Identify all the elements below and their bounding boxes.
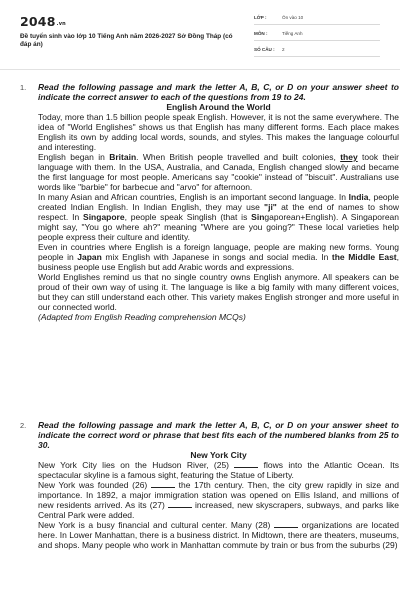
meta-label: MÔN : [254,31,268,36]
highlight-word: Britain [109,152,137,162]
highlight-word: India [348,192,369,202]
question-instruction: Read the following passage and mark the letter A, B, C, or D on your answer sheet to indicate the correct answer to each of the questions from 19 to 24. [38,82,399,102]
passage-paragraph: Even in countries where English is a foreign language, people are making new forms. Young people in Japan mix English with Japanese in songs and social media. In the Middle East, business people use English but add Arabic words and expressions. [38,242,400,272]
meta-label: SỐ CÂU : [254,47,275,52]
passage-paragraph: In many Asian and African countries, English is an important second language. In India, people created Indian English. In Indian English, they may use "ji" at the end of names to show respect. In Singapore, people speak Singlish (that is Singaporean+English). A Singaporean might say, "You go where ah?" meaning "Where are you going?" These local varieties help people express their culture and identity. [38,192,400,242]
passage-paragraph: New York is a busy financial and cultural center. Many (28) organizations are located here. In Lower Manhattan, there is a business district. In Midtown, there are theaters, museums, and shops. Many people who work in Manhattan commute by train or bus from the suburbs (29) [38,520,399,550]
meta-row-subject [254,28,380,41]
answer-blank[interactable] [274,521,298,528]
question-body [38,82,399,322]
highlight-word: Sin [251,212,265,222]
passage-paragraph: New York was founded (26) the 17th century. Then, the city grew rapidly in size and importance. In 1892, a major immigration station was opened on Ellis Island, and millions of new residents arrived. As its (27) increased, new skyscrapers, subways, and parks like Central Park were added. [38,480,400,520]
underlined-word: they [340,152,358,162]
meta-row-question-count [254,44,380,57]
meta-row-class [254,12,380,25]
meta-value: Ôn vào 10 [282,15,304,20]
document-title: Đề tuyển sinh vào lớp 10 Tiếng Anh năm 2026-2027 Sở Đồng Tháp (có đáp án) [20,33,233,49]
passage-paragraph: New York City lies on the Hudson River, (25) flows into the Atlantic Ocean. Its spectacular skyline is a famous sight, featuring the Statue of Liberty. [38,460,400,480]
highlight-word: the Middle East [331,252,397,262]
passage-paragraph: English began in Britain. When British people travelled and built colonies, they took their language with them. In the USA, Australia, and Canada, English changed slowly and became the first language for most people. Americans say "cookie" instead of "biscuit". Australians use words like "barbie" for barbecue and "arvo" for afternoon. [38,152,399,192]
meta-info-panel [254,12,380,60]
meta-value: 2 [282,47,285,52]
logo-text: 2048 [20,14,56,29]
meta-label: LỚP : [254,15,267,20]
meta-value: Tiếng Anh [282,31,303,36]
logo-suffix: .vn [56,21,66,27]
passage-title: New York City [190,450,247,460]
passage-title: English Around the World [166,102,271,112]
highlight-word: Japan [77,252,102,262]
question-number: 1. [20,83,27,92]
highlight-word: "ji" [264,202,277,212]
passage-paragraph: Today, more than 1.5 billion people speak English. However, it is not the same everywhere. The idea of "World Englishes" shows us that English has many different forms. Each place makes English its own by adding local words, sounds, and styles. This makes the language colourful and interesting. [38,112,399,152]
question-body [38,420,399,550]
site-logo[interactable] [20,14,66,29]
question-number: 2. [20,421,27,430]
header-divider [0,69,400,70]
highlight-word: Singapore [83,212,125,222]
answer-blank[interactable] [234,461,258,468]
passage-source: (Adapted from English Reading comprehension MCQs) [38,312,246,322]
document-header [0,0,400,66]
answer-blank[interactable] [151,481,175,488]
question-instruction: Read the following passage and mark the letter A, B, C, or D on your answer sheet to indicate the correct word or phrase that best fits each of the numbered blanks from 25 to 30. [38,420,399,450]
answer-blank[interactable] [168,501,192,508]
passage-paragraph: World Englishes remind us that no single country owns English anymore. All speakers can be proud of their own way of using it. The language is like a big family with many different voices, but they can still understand each other. This variety makes English stronger and more useful in our connected world. [38,272,399,312]
